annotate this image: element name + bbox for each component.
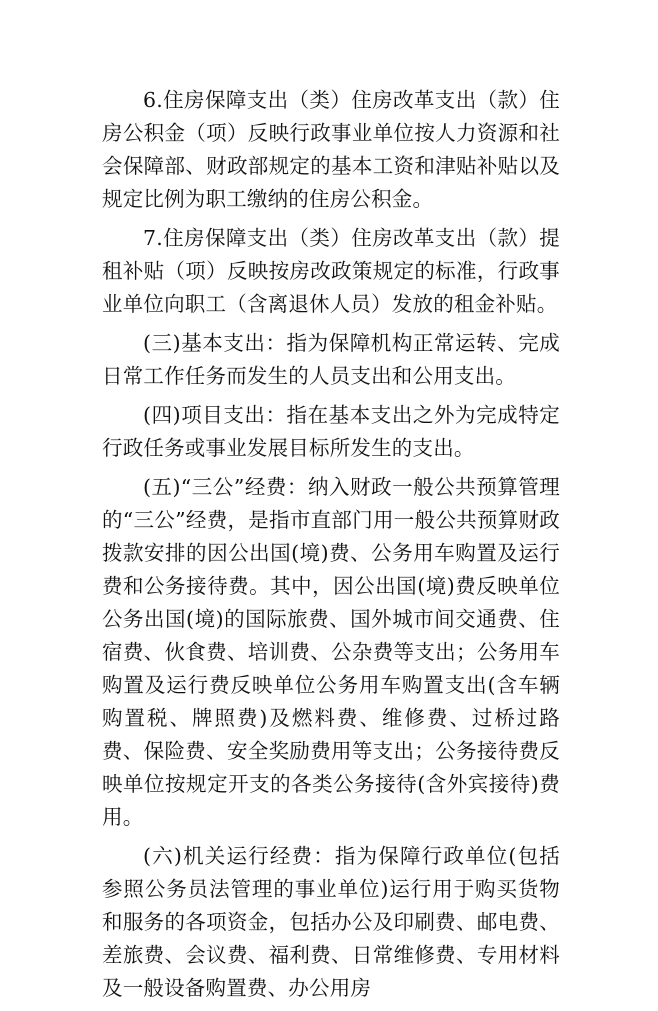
paragraph-three-public-funds: (五)“三公”经费：纳入财政一般公共预算管理的“三公”经费，是指市直部门用一般公共预算财政拨款安排的因公出国(境)费、公务用车购置及运行费和公务接待费。其中，因公出国(境)费反映单位公务出国(境)的国际旅费、国外城市间交通费、住宿费、伙食费、培训费、公杂费等支出；公务用车购置及运行费反映单位公务用车购置支出(含车辆购置税、牌照费)及燃料费、维修费、过桥过路费、保险费、安全奖励费用等支出；公务接待费反映单位按规定开支的各类公务接待(含外宾接待)费用。 [102,475,560,829]
paragraph-rent-subsidy: 7.住房保障支出（类）住房改革支出（款）提租补贴（项）反映按房改政策规定的标准，行政事业单位向职工（含离退休人员）发放的租金补贴。 [102,226,560,316]
paragraph-project-expenditure: (四)项目支出：指在基本支出之外为完成特定行政任务或事业发展目标所发生的支出。 [102,403,560,460]
paragraph-basic-expenditure: (三)基本支出：指为保障机构正常运转、完成日常工作任务而发生的人员支出和公用支出。 [102,331,560,388]
paragraph-agency-operating-funds: (六)机关运行经费：指为保障行政单位(包括参照公务员法管理的事业单位)运行用于购买货物和服务的各项资金，包括办公及印刷费、邮电费、差旅费、会议费、福利费、日常维修费、专用材料及一般设备购置费、办公用房 [102,844,560,1000]
paragraph-housing-fund: 6.住房保障支出（类）住房改革支出（款）住房公积金（项）反映行政事业单位按人力资源和社会保障部、财政部规定的基本工资和津贴补贴以及规定比例为职工缴纳的住房公积金。 [102,88,560,211]
document-body [102,84,560,1011]
